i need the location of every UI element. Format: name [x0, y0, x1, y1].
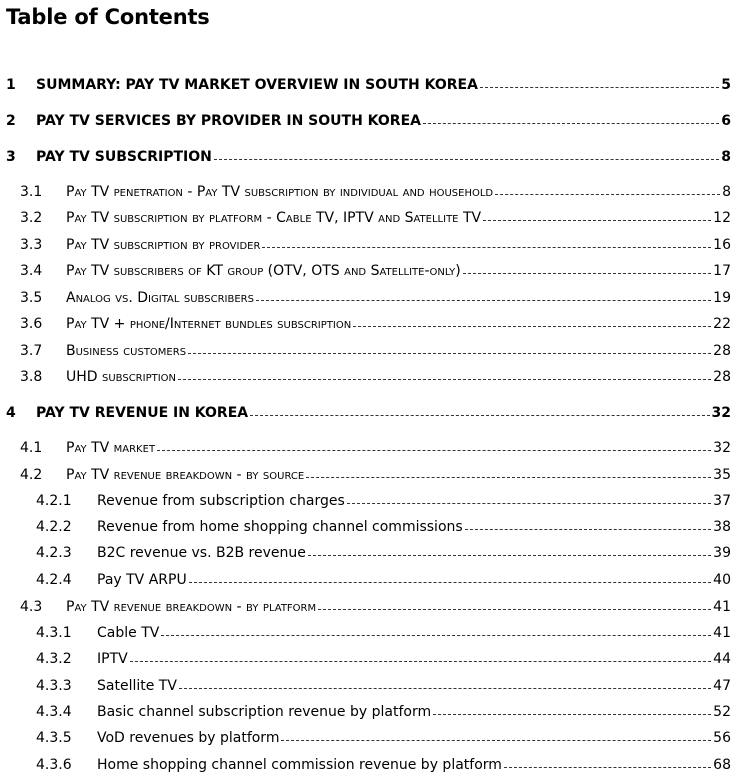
toc-entry-3[interactable] — [6, 147, 731, 167]
toc-title: B2C revenue vs. B2B revenue — [97, 545, 306, 561]
toc-title: Revenue from home shopping channel commissions — [97, 519, 463, 535]
toc-page-number: 52 — [713, 704, 731, 720]
toc-number: 4.3 — [20, 599, 43, 615]
dot-leader — [495, 194, 720, 195]
page-title: Table of Contents — [6, 5, 210, 29]
toc-title: Basic channel subscription revenue by platform — [97, 704, 432, 720]
dot-leader — [188, 353, 711, 354]
toc-entry-4-3-1[interactable] — [36, 623, 731, 643]
toc-title: Home shopping channel commission revenue by platform — [97, 757, 502, 773]
dot-leader — [463, 273, 711, 274]
dot-leader — [483, 220, 711, 221]
toc-page-number: 38 — [713, 519, 731, 535]
dot-leader — [161, 635, 711, 636]
toc-entry-4-2[interactable] — [20, 465, 731, 485]
toc-entry-4[interactable] — [6, 403, 731, 423]
toc-entry-4-2-4[interactable] — [36, 570, 731, 590]
toc-number: 4.3.1 — [36, 625, 72, 641]
toc-title: PAY TV REVENUE IN KOREA — [36, 405, 249, 421]
toc-title: Cable TV — [97, 625, 160, 641]
toc-number: 3.4 — [20, 263, 43, 279]
toc-title: PAY TV SUBSCRIPTION — [36, 149, 212, 165]
dot-leader — [157, 450, 711, 451]
toc-number: 2 — [6, 113, 16, 129]
toc-entry-3-1[interactable] — [20, 182, 731, 202]
toc-entry-3-3[interactable] — [20, 235, 731, 255]
toc-number: 4.2.2 — [36, 519, 72, 535]
toc-entry-3-5[interactable] — [20, 288, 731, 308]
toc-entry-4-1[interactable] — [20, 438, 731, 458]
toc-page-number: 28 — [713, 369, 731, 385]
toc-entry-2[interactable] — [6, 111, 731, 131]
dot-leader — [465, 529, 711, 530]
toc-page-number: 32 — [713, 440, 731, 456]
dot-leader — [480, 87, 719, 88]
dot-leader — [347, 503, 711, 504]
toc-entry-4-3-6[interactable] — [36, 755, 731, 775]
toc-page-number: 6 — [721, 113, 731, 129]
toc-page-number: 35 — [713, 467, 731, 483]
dot-leader — [130, 661, 711, 662]
toc-title: Business customers — [66, 343, 187, 359]
toc-entry-3-8[interactable] — [20, 367, 731, 387]
toc-number: 4.2.4 — [36, 572, 72, 588]
toc-title: Pay TV + phone/Internet bundles subscription — [66, 316, 352, 332]
toc-page-number: 56 — [713, 730, 731, 746]
toc-number: 4.2 — [20, 467, 43, 483]
toc-title: SUMMARY: PAY TV MARKET OVERVIEW IN SOUTH KOREA — [36, 77, 478, 93]
toc-title: Pay TV ARPU — [97, 572, 187, 588]
dot-leader — [353, 326, 711, 327]
dot-leader — [433, 714, 711, 715]
toc-entry-3-2[interactable] — [20, 208, 731, 228]
dot-leader — [504, 767, 711, 768]
toc-entry-4-3[interactable] — [20, 597, 731, 617]
toc-page-number: 32 — [711, 405, 731, 421]
toc-page-number: 22 — [713, 316, 731, 332]
toc-entry-3-6[interactable] — [20, 314, 731, 334]
toc-page-number: 40 — [713, 572, 731, 588]
toc-page-number: 44 — [713, 651, 731, 667]
toc-title: Pay TV subscription by platform - Cable TV, IPTV and Satellite TV — [66, 210, 482, 226]
dot-leader — [189, 582, 711, 583]
toc-number: 4.1 — [20, 440, 43, 456]
toc-title: Pay TV revenue breakdown - by source — [66, 467, 305, 483]
toc-page-number: 5 — [721, 77, 731, 93]
toc-page-number: 17 — [713, 263, 731, 279]
toc-title: Pay TV subscription by provider — [66, 237, 261, 253]
toc-number: 4.2.1 — [36, 493, 72, 509]
toc-entry-4-2-3[interactable] — [36, 543, 731, 563]
toc-page-number: 8 — [721, 149, 731, 165]
toc-entry-4-2-1[interactable] — [36, 491, 731, 511]
toc-number: 3.8 — [20, 369, 43, 385]
toc-page-number: 28 — [713, 343, 731, 359]
toc-title: Satellite TV — [97, 678, 177, 694]
toc-entry-3-4[interactable] — [20, 261, 731, 281]
toc-title: UHD subscription — [66, 369, 177, 385]
toc-entry-4-3-4[interactable] — [36, 702, 731, 722]
dot-leader — [214, 159, 719, 160]
toc-title: IPTV — [97, 651, 128, 667]
toc-number: 3.1 — [20, 184, 43, 200]
toc-number: 4.2.3 — [36, 545, 72, 561]
toc-title: Pay TV penetration - Pay TV subscription by individual and household — [66, 184, 494, 200]
dot-leader — [281, 740, 711, 741]
dot-leader — [423, 123, 719, 124]
toc-title: Analog vs. Digital subscribers — [66, 290, 254, 306]
dot-leader — [178, 379, 711, 380]
toc-entry-4-2-2[interactable] — [36, 517, 731, 537]
toc-title: Pay TV subscribers of KT group (OTV, OTS and Satellite-only) — [66, 263, 461, 279]
toc-number: 4.3.6 — [36, 757, 72, 773]
toc-number: 4.3.3 — [36, 678, 72, 694]
toc-number: 3.3 — [20, 237, 43, 253]
dot-leader — [262, 247, 711, 248]
dot-leader — [308, 555, 711, 556]
dot-leader — [179, 688, 711, 689]
toc-number: 3.2 — [20, 210, 43, 226]
toc-page-number: 19 — [713, 290, 731, 306]
toc-page-number: 37 — [713, 493, 731, 509]
dot-leader — [250, 415, 709, 416]
toc-number: 4.3.4 — [36, 704, 72, 720]
toc-page-number: 47 — [713, 678, 731, 694]
toc-page-number: 12 — [713, 210, 731, 226]
toc-title: PAY TV SERVICES BY PROVIDER IN SOUTH KOREA — [36, 113, 421, 129]
dot-leader — [318, 609, 711, 610]
toc-entry-4-3-5[interactable] — [36, 728, 731, 748]
toc-entry-4-3-3[interactable] — [36, 676, 731, 696]
toc-number: 4 — [6, 405, 16, 421]
dot-leader — [256, 300, 711, 301]
toc-page-number: 39 — [713, 545, 731, 561]
toc-title: Pay TV market — [66, 440, 156, 456]
toc-title: Pay TV revenue breakdown - by platform — [66, 599, 317, 615]
toc-number: 4.3.2 — [36, 651, 72, 667]
toc-entry-1[interactable] — [6, 75, 731, 95]
toc-entry-3-7[interactable] — [20, 341, 731, 361]
toc-entry-4-3-2[interactable] — [36, 649, 731, 669]
toc-page-number: 68 — [713, 757, 731, 773]
toc-title: Revenue from subscription charges — [97, 493, 345, 509]
toc-number: 4.3.5 — [36, 730, 72, 746]
toc-title: VoD revenues by platform — [97, 730, 280, 746]
toc-number: 3.5 — [20, 290, 43, 306]
toc-page-number: 41 — [713, 599, 731, 615]
dot-leader — [306, 477, 711, 478]
toc-number: 3.7 — [20, 343, 43, 359]
toc-number: 3 — [6, 149, 16, 165]
toc-page-number: 16 — [713, 237, 731, 253]
toc-number: 3.6 — [20, 316, 43, 332]
toc-page-number: 8 — [722, 184, 731, 200]
toc-number: 1 — [6, 77, 16, 93]
toc-page-number: 41 — [713, 625, 731, 641]
